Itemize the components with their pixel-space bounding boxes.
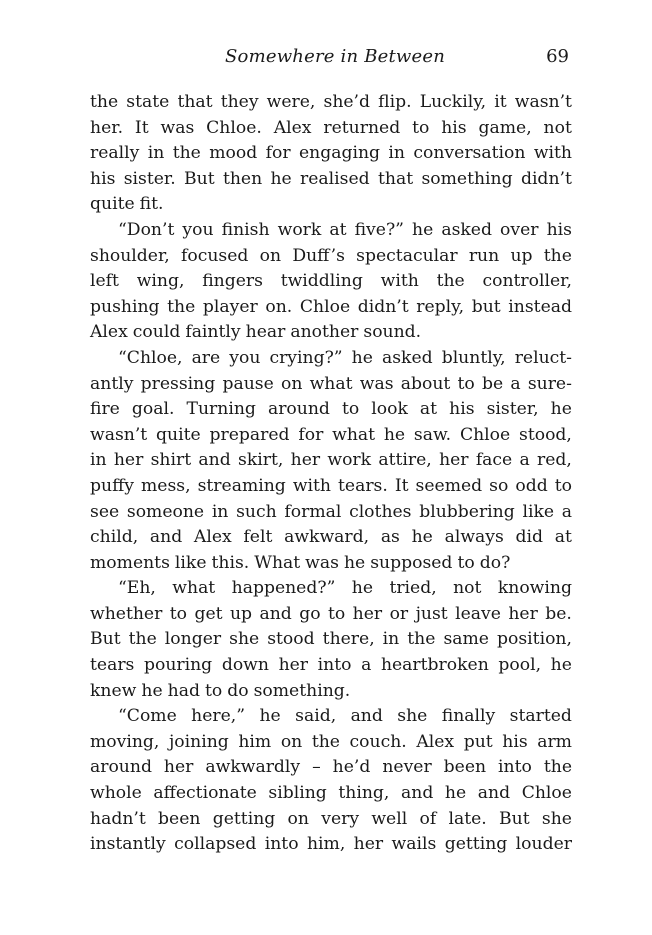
text-line: “Eh, what happened?” he tried, not knowing (118, 578, 572, 599)
text-line: shoulder, focused on Duff’s spectacular run up the (90, 245, 572, 266)
text-line: child, and Alex felt awkward, as he always did at (90, 527, 572, 548)
text-line: knew he had to do something. (90, 680, 351, 701)
text-line: left wing, fingers twiddling with the controller, (90, 271, 572, 292)
text-line: see someone in such formal clothes blubbering like a (90, 501, 572, 522)
text-line: really in the mood for engaging in conversation with (90, 143, 572, 164)
page-number: 69 (546, 46, 569, 67)
body-text (90, 90, 572, 858)
text-line: But the longer she stood there, in the same position, (90, 629, 572, 650)
running-head (0, 46, 652, 72)
text-line: the state that they were, she’d flip. Luckily, it wasn’t (90, 92, 572, 112)
text-line: puffy mess, streaming with tears. It seemed so odd to (90, 475, 572, 496)
text-line: pushing the player on. Chloe didn’t reply, but instead (90, 296, 572, 317)
running-title: Somewhere in Between (225, 46, 446, 67)
paragraph (90, 576, 572, 704)
text-line: her. It was Chloe. Alex returned to his game, not (90, 117, 572, 138)
text-line: Alex could faintly hear another sound. (90, 322, 422, 343)
paragraph (90, 346, 572, 576)
text-line: around her awkwardly – he’d never been into the (90, 757, 572, 778)
paragraph (90, 704, 572, 858)
text-line: whether to get up and go to her or just leave her be. (90, 603, 572, 624)
text-line: tears pouring down her into a heartbroken pool, he (90, 655, 572, 676)
text-line: antly pressing pause on what was about to be a sure- (90, 373, 572, 394)
text-line: “Don’t you finish work at five?” he asked over his (118, 219, 572, 240)
text-line: moments like this. What was he supposed to do? (90, 552, 511, 573)
paragraph (90, 218, 572, 346)
text-line: instantly collapsed into him, her wails getting louder (90, 834, 572, 855)
text-line: “Chloe, are you crying?” he asked bluntly, reluct- (118, 347, 572, 368)
text-line: his sister. But then he realised that something didn’t (90, 168, 572, 189)
text-line: wasn’t quite prepared for what he saw. Chloe stood, (90, 424, 572, 445)
text-line: fire goal. Turning around to look at his sister, he (90, 399, 572, 420)
text-line: quite fit. (90, 194, 164, 215)
text-line: whole affectionate sibling thing, and he and Chloe (90, 783, 572, 804)
text-line: hadn’t been getting on very well of late. But she (90, 808, 572, 829)
text-line: “Come here,” he said, and she finally started (118, 706, 572, 727)
text-line: in her shirt and skirt, her work attire, her face a red, (90, 450, 572, 471)
paragraph (90, 90, 572, 218)
text-line: moving, joining him on the couch. Alex put his arm (90, 731, 572, 752)
